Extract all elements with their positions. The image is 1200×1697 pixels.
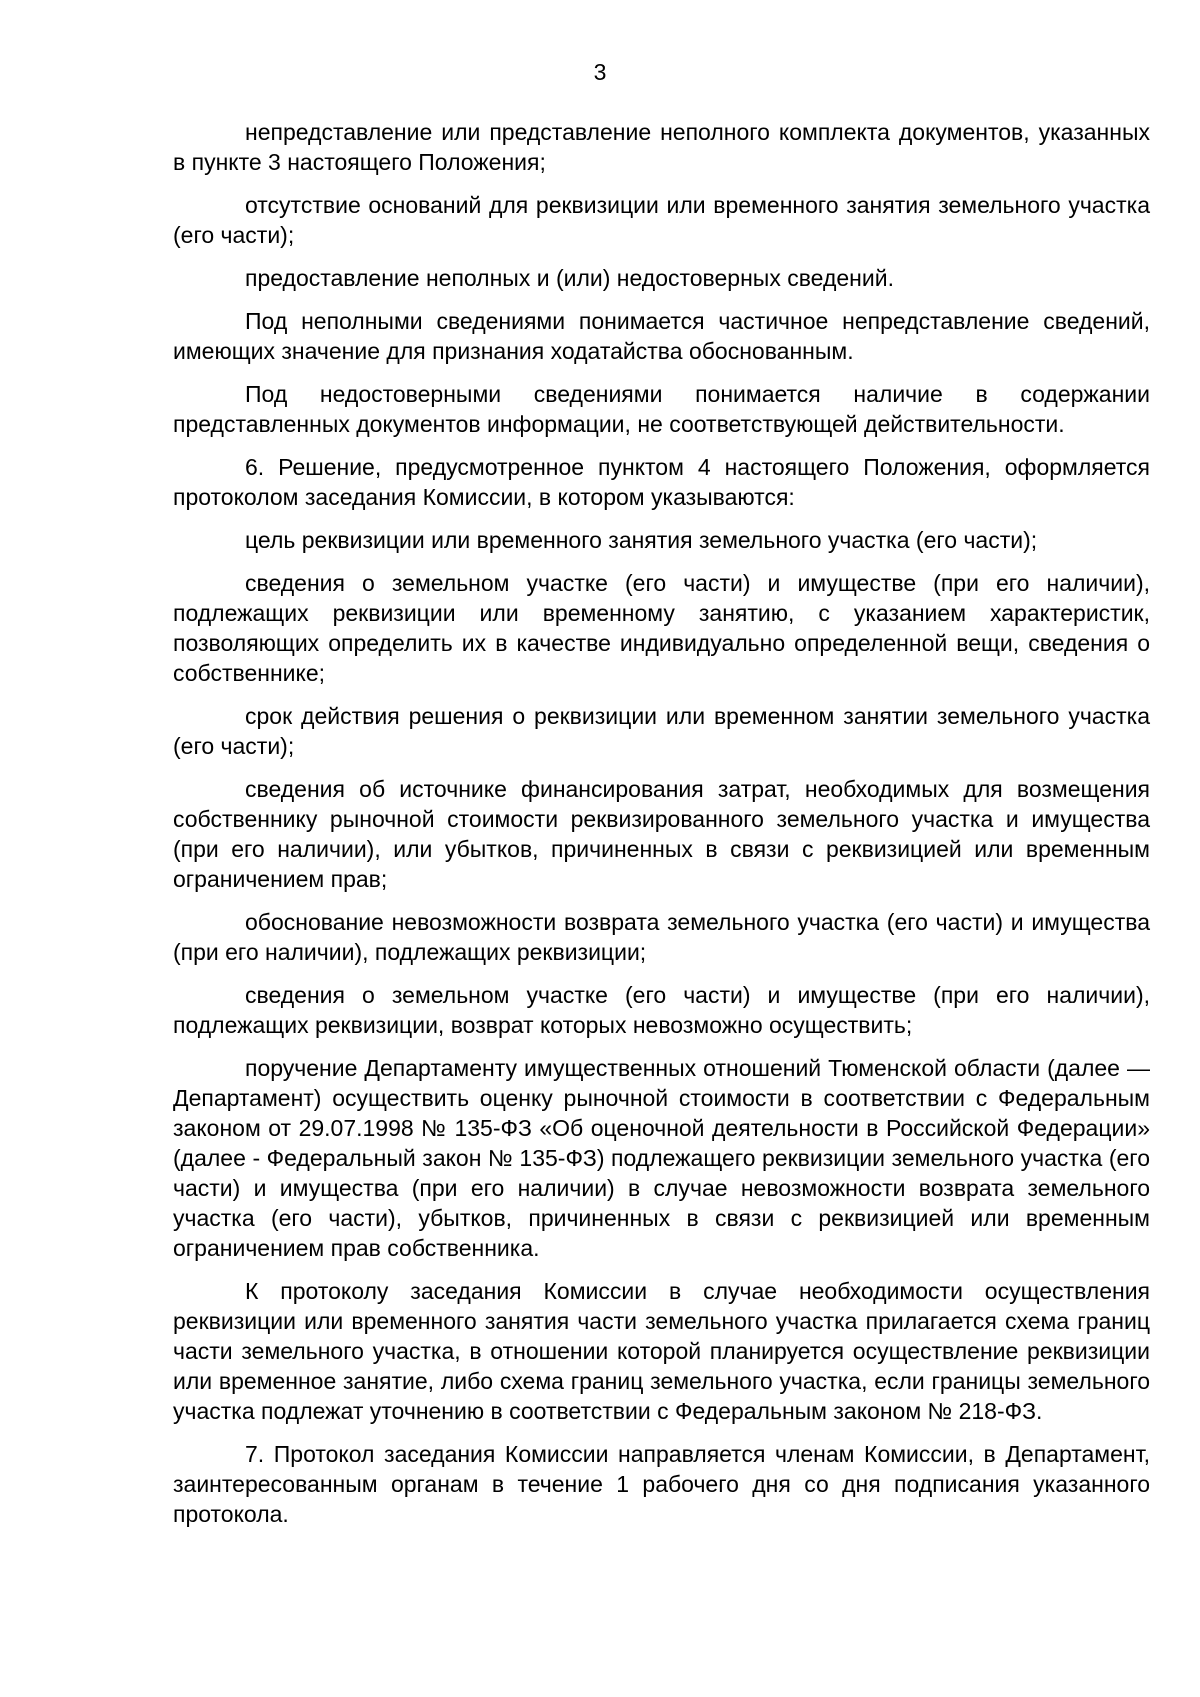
paragraph: 6. Решение, предусмотренное пунктом 4 настоящего Положения, оформляется протоколом заседания Комиссии, в котором указываются:: [173, 454, 1150, 510]
paragraph: срок действия решения о реквизиции или временном занятии земельного участка (его части);: [173, 703, 1150, 759]
paragraph: 7. Протокол заседания Комиссии направляется членам Комиссии, в Департамент, заинтересованным органам в течение 1 рабочего дня со дня подписания указанного протокола.: [173, 1441, 1150, 1527]
paragraph: сведения об источнике финансирования затрат, необходимых для возмещения собственнику рыночной стоимости реквизированного земельного участка и имущества (при его наличии), или убытков, причиненных в связи с реквизицией или временным ограничением прав;: [173, 776, 1150, 892]
paragraph: обоснование невозможности возврата земельного участка (его части) и имущества (при его наличии), подлежащих реквизиции;: [173, 909, 1150, 965]
page-number: 3: [593, 59, 607, 85]
paragraph: отсутствие оснований для реквизиции или временного занятия земельного участка (его части);: [173, 192, 1150, 248]
paragraph: Под недостоверными сведениями понимается наличие в содержании представленных документов информации, не соответствующей действительности.: [173, 381, 1150, 437]
paragraph: сведения о земельном участке (его части) и имуществе (при его наличии), подлежащих реквизиции, возврат которых невозможно осуществить;: [173, 982, 1150, 1038]
paragraph: Под неполными сведениями понимается частичное непредставление сведений, имеющих значение для признания ходатайства обоснованным.: [173, 308, 1150, 364]
paragraph: сведения о земельном участке (его части) и имуществе (при его наличии), подлежащих реквизиции или временному занятию, с указанием характеристик, позволяющих определить их в качестве индивидуально определенной вещи, сведения о собственнике;: [173, 570, 1150, 686]
document-body: [173, 117, 1150, 1542]
paragraph: непредставление или представление неполного комплекта документов, указанных в пункте 3 настоящего Положения;: [173, 119, 1150, 175]
paragraph: предоставление неполных и (или) недостоверных сведений.: [245, 265, 894, 291]
paragraph: поручение Департаменту имущественных отношений Тюменской области (далее — Департамент) осуществить оценку рыночной стоимости в соответствии с Федеральным законом от 29.07.1998 № 135-ФЗ «Об оценочной деятельности в Российской Федерации» (далее - Федеральный закон № 135-ФЗ) подлежащего реквизиции земельного участка (его части) и имущества (при его наличии) в случае невозможности возврата земельного участка (его части), убытков, причиненных в связи с реквизицией или временным ограничением прав собственника.: [173, 1055, 1150, 1261]
paragraph: К протоколу заседания Комиссии в случае необходимости осуществления реквизиции или временного занятия части земельного участка прилагается схема границ части земельного участка, в отношении которой планируется осуществление реквизиции или временное занятие, либо схема границ земельного участка, если границы земельного участка подлежат уточнению в соответствии с Федеральным законом № 218-ФЗ.: [173, 1278, 1150, 1424]
paragraph: цель реквизиции или временного занятия земельного участка (его части);: [245, 527, 1038, 553]
